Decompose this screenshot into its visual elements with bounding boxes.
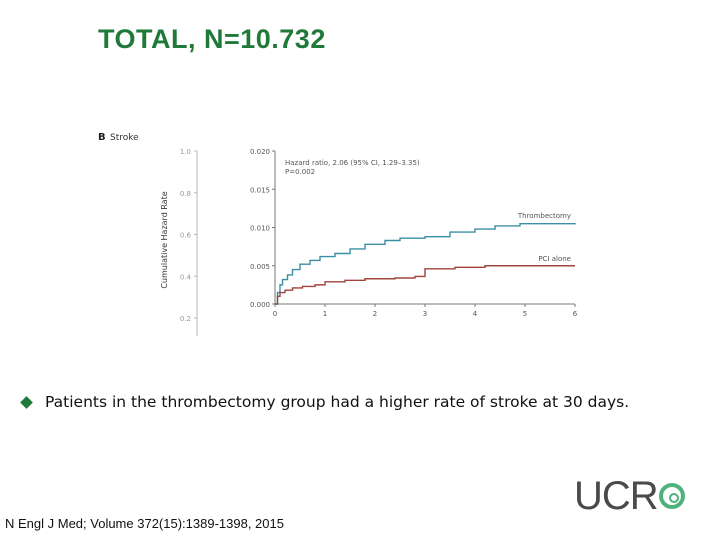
bullet-row	[22, 393, 629, 411]
inset-y-tick-label: 0.015	[249, 186, 270, 195]
inset-y-tick-label: 0.020	[249, 148, 270, 156]
series-label: Thrombectomy	[517, 211, 571, 220]
series-line	[275, 266, 575, 304]
inset-y-tick-label: 0.010	[249, 224, 270, 233]
hazard-annotation: Hazard ratio, 2.06 (95% CI, 1.29–3.35)	[285, 159, 420, 167]
outer-tick-label: 0.2	[179, 315, 191, 323]
x-tick-label: 1	[322, 310, 328, 318]
outer-tick-label: 0.6	[179, 231, 191, 240]
y-axis-label: Cumulative Hazard Rate	[160, 191, 169, 289]
inset-plot	[250, 148, 578, 318]
citation: N Engl J Med; Volume 372(15):1389-1398, 2015	[5, 516, 284, 531]
x-tick-label: 6	[572, 310, 578, 318]
ucr-logo	[574, 476, 685, 516]
panel-letter: B	[98, 132, 106, 143]
slide-title: TOTAL, N=10.732	[98, 24, 326, 54]
outer-y-axis	[180, 148, 197, 336]
bullet-text: Patients in the thrombectomy group had a higher rate of stroke at 30 days.	[45, 393, 630, 411]
chart-title: Stroke	[110, 133, 139, 143]
x-tick-label: 5	[522, 310, 528, 318]
logo-text: UCR	[574, 474, 658, 518]
x-tick-label: 0	[272, 310, 278, 318]
series-line	[275, 223, 575, 304]
outer-tick-label: 0.4	[179, 273, 191, 282]
outer-tick-label: 0.8	[179, 189, 191, 198]
inset-y-tick-label: 0.005	[249, 262, 270, 271]
stroke-chart	[90, 125, 590, 340]
diamond-bullet-icon	[20, 396, 33, 409]
x-tick-label: 4	[472, 310, 478, 318]
series-label: PCI alone	[538, 254, 571, 263]
hazard-annotation: P=0.002	[285, 168, 316, 176]
x-tick-label: 3	[422, 310, 428, 318]
logo-circle-icon	[659, 483, 685, 509]
inset-y-tick-label: 0.000	[249, 301, 270, 309]
outer-tick-label: 1.0	[179, 148, 191, 156]
x-tick-label: 2	[372, 310, 378, 318]
